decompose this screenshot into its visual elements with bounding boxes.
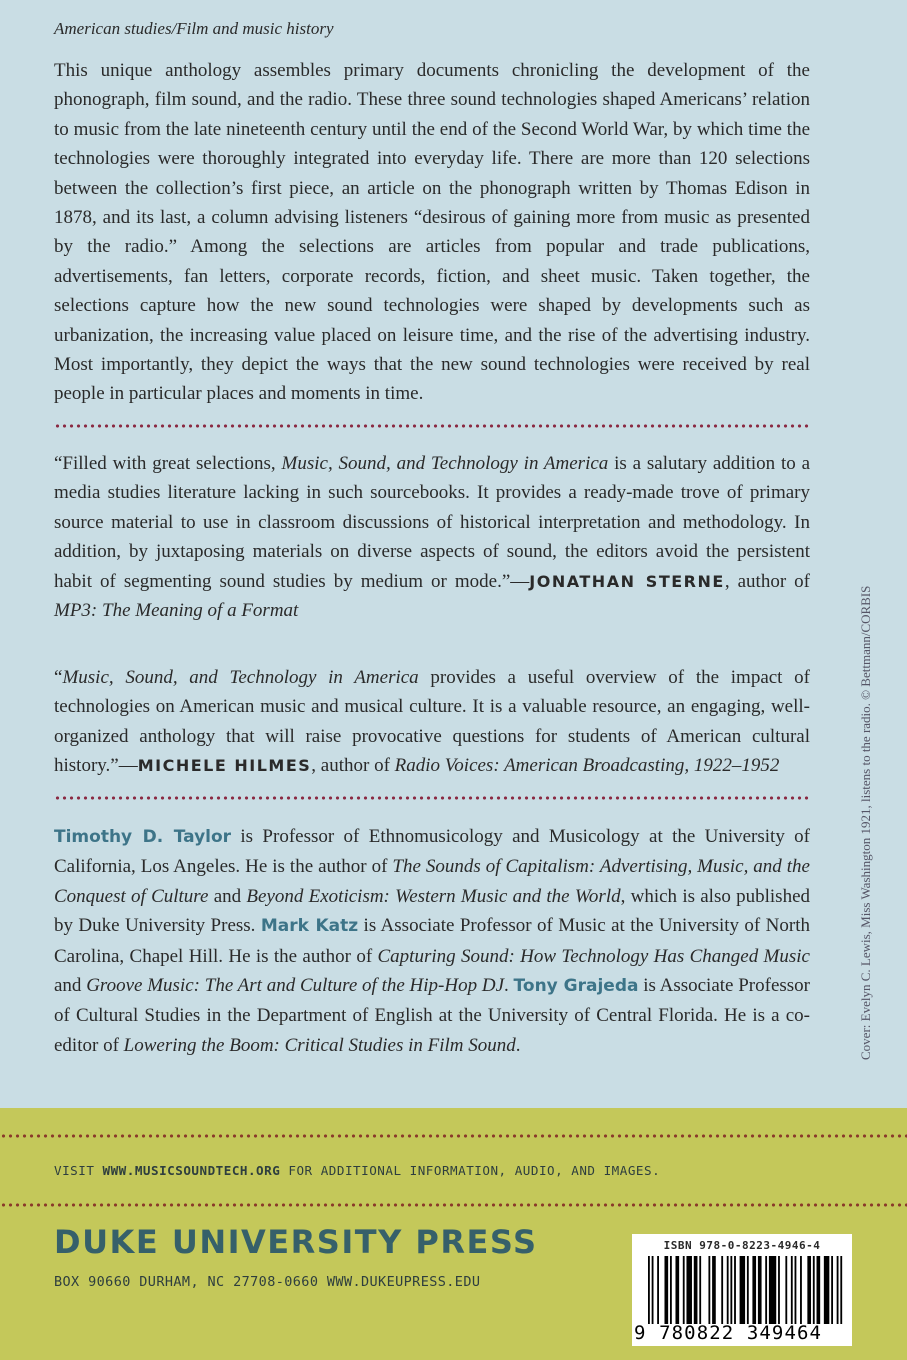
barcode-bar [740, 1256, 746, 1324]
dotted-divider [54, 796, 810, 800]
quote-text: “Filled with great selections, [54, 453, 282, 474]
barcode-number: 9 780822 349464 [634, 1322, 823, 1344]
quote-text: is a salutary addition to a media studies literature lacking in such sourcebooks. It provides a ready-made trove of primary source material to use in classroom discussions of historical interpretation and methodology. In addition, by juxtaposing materials on diverse aspects of sound, the editors avoid the persistent habit of segmenting sound studies by medium or mode.”— [54, 453, 810, 592]
bio-text: is Professor of Ethnomusicology and Musicology at the University of California, Los Angeles. He is the author of [54, 826, 811, 878]
quote-text: provides a useful overview of the impact of technologies on American music and musical culture. It is a valuable resource, an engaging, well-organized anthology that will raise provocative questions for students of American cultural history.”— [54, 667, 811, 777]
quote-author-work: Radio Voices: American Broadcasting, 1922–1952 [394, 755, 780, 777]
cover-photo-credit: Cover: Evelyn C. Lewis, Miss Washington 1921, listens to the radio. © Bettmann/CORBIS [858, 585, 873, 1060]
website-note-text: FOR ADDITIONAL INFORMATION, AUDIO, AND IMAGES. [280, 1163, 661, 1178]
barcode-bar [769, 1256, 776, 1324]
barcode-bar [824, 1256, 830, 1324]
barcode-bar [752, 1256, 756, 1324]
barcode-bar [699, 1256, 701, 1324]
barcode-bar [686, 1256, 692, 1324]
barcode-bar [831, 1256, 833, 1324]
barcode-bar [807, 1256, 811, 1324]
editor-name: Tony Grajeda [513, 976, 639, 997]
dotted-divider [54, 424, 810, 428]
barcode-bars [648, 1256, 844, 1324]
book-description: This unique anthology assembles primary documents chronicling the development of the phonograph, film sound, and the radio. These three sound technologies shaped Americans’ relation to music from the late nineteenth century until the end of the Second World War, by which time the technologies were thoroughly integrated into everyday life. There are more than 120 selections between the collection’s first piece, an article on the phonograph written by Thomas Edison in 1878, and its last, a column advising listeners “desirous of gaining more from music as presented by the radio.” Among the selections are articles from popular and trade publications, advertisements, fan letters, corporate records, fiction, and sheet music. Taken together, the selections capture how the new sound technologies were shaped by developments such as urbanization, the increasing value placed on leisure time, and the rise of the advertising industry. Most importantly, they depict the ways that the new sound technologies were received by real people in particular places and moments in time. [54, 60, 810, 405]
editor-name: Timothy D. Taylor [54, 827, 232, 847]
barcode-bar [817, 1256, 821, 1324]
barcode-bar [721, 1256, 723, 1324]
barcode-bar [734, 1256, 736, 1324]
barcode-bar [765, 1256, 767, 1324]
publisher-name: DUKE UNIVERSITY PRESS [54, 1223, 538, 1261]
bio-text: is Associate Professor of Music at the University of North Carolina, Chapel Hill. He is the author of [54, 915, 810, 967]
bio-book-title: Groove Music: The Art and Culture of the Hip-Hop DJ [86, 975, 505, 997]
quote-author: JONATHAN STERNE [529, 571, 725, 591]
bio-text: , which is also published by Duke University Press. [54, 885, 810, 937]
barcode-bar [785, 1256, 787, 1324]
quote-author: MICHELE HILMES [137, 756, 312, 776]
barcode-bar [670, 1256, 672, 1324]
barcode-bar [708, 1256, 710, 1324]
barcode-bar [664, 1256, 668, 1324]
barcode-bar [840, 1256, 842, 1324]
barcode-bar [778, 1256, 780, 1324]
category-label: American studies/Film and music history [54, 19, 334, 38]
barcode-bar [683, 1256, 685, 1324]
isbn-barcode [632, 1234, 852, 1346]
bio-text: and [54, 975, 87, 997]
back-cover-footer-panel [0, 1108, 907, 1360]
barcode-bar [694, 1256, 698, 1324]
barcode-bar [727, 1256, 729, 1324]
barcode-bar [791, 1256, 793, 1324]
website-note-text: VISIT [54, 1163, 103, 1178]
quote-book-title: Music, Sound, and Technology in America [62, 667, 419, 688]
editor-name: Mark Katz [260, 916, 359, 937]
website-note [54, 1163, 854, 1178]
dotted-divider [0, 1203, 907, 1207]
editors-bio [54, 822, 810, 1060]
quote-author-work: MP3: The Meaning of a Format [54, 600, 299, 622]
quote-text: “ [54, 667, 63, 688]
barcode-bar [712, 1256, 716, 1324]
bio-book-title: Capturing Sound: How Technology Has Changed Music [377, 945, 810, 967]
barcode-bar [652, 1256, 654, 1324]
endorsement-quote-1 [54, 449, 810, 625]
barcode-bar [675, 1256, 679, 1324]
bio-text: . [515, 1034, 521, 1056]
website-link[interactable]: WWW.MUSICSOUNDTECH.ORG [102, 1163, 281, 1178]
barcode-bar [657, 1256, 659, 1324]
barcode-bar [813, 1256, 815, 1324]
bio-text: and [208, 885, 247, 907]
barcode-bar [795, 1256, 797, 1324]
barcode-bar [837, 1256, 839, 1324]
barcode-bar [730, 1256, 732, 1324]
bio-book-title: Beyond Exoticism: Western Music and the World [246, 885, 621, 907]
barcode-bar [758, 1256, 762, 1324]
quote-text: , author of [724, 570, 810, 592]
barcode-bar [648, 1256, 650, 1324]
quote-text: , author of [311, 755, 395, 777]
quote-book-title: Music, Sound, and Technology in America [281, 453, 609, 474]
publisher-address: BOX 90660 DURHAM, NC 27708-0660 WWW.DUKEUPRESS.EDU [54, 1274, 481, 1290]
bio-text: . [504, 975, 514, 997]
bio-text: is Associate Professor of Cultural Studies in the Department of English at the University of Central Florida. He is a co-editor of [54, 975, 811, 1056]
barcode-bar [747, 1256, 749, 1324]
bio-book-title: The Sounds of Capitalism: Advertising, Music, and the Conquest of Culture [54, 856, 810, 907]
dotted-divider [0, 1134, 907, 1138]
endorsement-quote-2 [54, 663, 810, 781]
barcode-bar [800, 1256, 802, 1324]
bio-book-title: Lowering the Boom: Critical Studies in Film Sound [123, 1034, 516, 1056]
isbn-text: ISBN 978-0-8223-4946-4 [663, 1239, 821, 1252]
